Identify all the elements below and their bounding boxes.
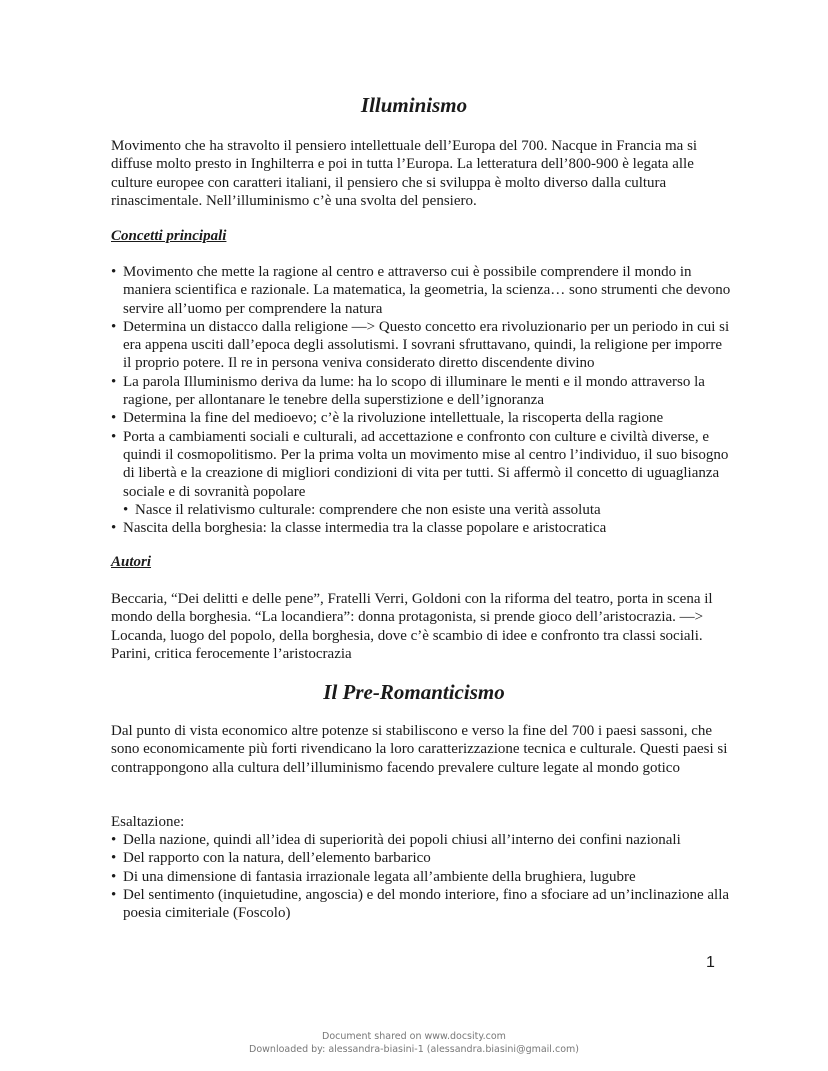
list-item: • Movimento che mette la ragione al centro e attraverso cui è possibile comprendere il mondo in maniera scientifica e razionale. La matematica, la geometria, la scienza… sono strumenti che devono servire all’uomo per comprendere la natura bbox=[111, 263, 731, 318]
concepts-list bbox=[111, 263, 731, 537]
intro-paragraph-illuminismo: Movimento che ha stravolto il pensiero intellettuale dell’Europa del 700. Nacque in Francia ma si diffuse molto presto in Inghilterra e poi in tutta l’Europa. La letteratura dell’800-900 è legata alle culture europee con caratteri italiani, il pensiero che si sviluppa è molto diverso dalla cultura rinascimentale. Nell’illuminismo c’è una svolta del pensiero. bbox=[111, 138, 698, 209]
list-item: • Porta a cambiamenti sociali e culturali, ad accettazione e confronto con culture e civiltà diverse, e quindi il cosmopolitismo. Per la prima volta un movimento mise al centro l’individuo, il suo bisogno di libertà e la creazione di migliori condizioni di vita per tutti. Si affermò il concetto di uguaglianza sociale e di sovranità popolare bbox=[111, 428, 731, 501]
list-item: • Determina la fine del medioevo; c’è la rivoluzione intellettuale, la riscoperta della ragione bbox=[111, 409, 731, 427]
list-item: • La parola Illuminismo deriva da lume: ha lo scopo di illuminare le menti e il mondo attraverso la ragione, per allontanare le tenebre della superstizione e dell’ignoranza bbox=[111, 373, 731, 410]
section-title-illuminismo: Illuminismo bbox=[360, 93, 468, 117]
page-number: 1 bbox=[706, 954, 715, 971]
list-subitem: • Nasce il relativismo culturale: comprendere che non esiste una verità assoluta bbox=[111, 501, 731, 519]
footer-shared-notice: Document shared on www.docsity.com bbox=[322, 1031, 506, 1042]
authors-paragraph: Beccaria, “Dei delitti e delle pene”, Fratelli Verri, Goldoni con la riforma del teatro, porta in scena il mondo della borghesia. “La locandiera”: donna protagonista, si prende gioco dell’aristocrazia. —> Locanda, luogo del popolo, della borghesia, dove c’è scambio di idee e confronto tra classi sociali. Parini, critica ferocemente l’aristocrazia bbox=[111, 591, 713, 662]
exaltation-label: Esaltazione: bbox=[111, 814, 185, 830]
section-title-pre-romanticismo: Il Pre-Romanticismo bbox=[323, 680, 505, 704]
intro-paragraph-pre-romanticismo: Dal punto di vista economico altre potenze si stabiliscono e verso la fine del 700 i paesi sassoni, che sono economicamente più forti rivendicano la loro caratterizzazione tecnica e culturale. Questi paesi si contrappongono alla cultura dell’illuminismo facendo prevalere culture legate al mondo gotico bbox=[111, 723, 728, 776]
concepts-heading: Concetti principali bbox=[111, 228, 227, 244]
list-item: • Determina un distacco dalla religione —> Questo concetto era rivoluzionario per un periodo in cui si era appena usciti dall’epoca degli assolutismi. I sovrani sfruttavano, quindi, la religione per imporre il proprio potere. Il re in persona veniva considerato diretto discendente divino bbox=[111, 318, 731, 373]
list-item: • Di una dimensione di fantasia irrazionale legata all’ambiente della brughiera, lugubre bbox=[111, 868, 731, 886]
list-item: • Del rapporto con la natura, dell’elemento barbarico bbox=[111, 849, 731, 867]
list-item: • Nascita della borghesia: la classe intermedia tra la classe popolare e aristocratica bbox=[111, 519, 731, 537]
list-item: • Della nazione, quindi all’idea di superiorità dei popoli chiusi all’interno dei confini nazionali bbox=[111, 831, 731, 849]
list-item: • Del sentimento (inquietudine, angoscia) e del mondo interiore, fino a sfociare ad un’inclinazione alla poesia cimiteriale (Foscolo) bbox=[111, 886, 731, 923]
footer-download-notice: Downloaded by: alessandra-biasini-1 (alessandra.biasini@gmail.com) bbox=[249, 1044, 579, 1055]
authors-heading: Autori bbox=[111, 554, 152, 570]
exaltation-list bbox=[111, 831, 731, 922]
